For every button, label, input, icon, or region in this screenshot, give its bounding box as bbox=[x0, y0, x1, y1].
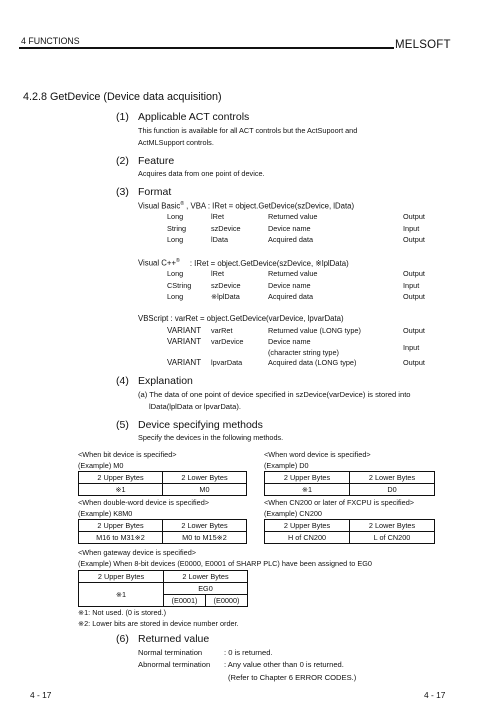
table-cell: ※1 bbox=[79, 484, 163, 496]
table-cell: ※1 bbox=[79, 583, 164, 607]
gateway-table bbox=[78, 570, 248, 607]
vbs-signature: VBScript : varRet = object.GetDevice(varDevice, lpvarData) bbox=[138, 314, 344, 323]
table-cell: D0 bbox=[350, 484, 435, 496]
devices-intro: Specify the devices in the following methods. bbox=[138, 433, 284, 442]
vc-row-dir: Output bbox=[403, 292, 425, 301]
dword-example: (Example) K8M0 bbox=[78, 509, 133, 518]
gateway-example: (Example) When 8-bit devices (E0000, E0001 of SHARP PLC) have been assigned to EG0 bbox=[78, 559, 372, 568]
registered-mark-icon: ® bbox=[180, 201, 185, 207]
dword-table bbox=[78, 519, 247, 544]
vc-row-dir: Input bbox=[403, 281, 420, 290]
table-row bbox=[79, 484, 247, 496]
table-header-cell: 2 Upper Bytes bbox=[265, 520, 350, 532]
error-ref: (Refer to Chapter 6 ERROR CODES.) bbox=[228, 673, 357, 682]
table-cell: (E0000) bbox=[206, 595, 248, 607]
applicable-heading: Applicable ACT controls bbox=[138, 111, 250, 123]
explanation-num: (4) bbox=[116, 375, 129, 387]
vc-row-dir: Output bbox=[403, 269, 425, 278]
table-cell: M0 to M15※2 bbox=[163, 532, 247, 544]
vb-row-name: lRet bbox=[211, 212, 224, 221]
table-cell: L of CN200 bbox=[350, 532, 435, 544]
vbs-row-desc: Returned value (LONG type) bbox=[268, 326, 361, 335]
table-cell: EG0 bbox=[164, 583, 248, 595]
vb-row-dir: Output bbox=[403, 212, 425, 221]
brand-logo: MELSOFT bbox=[395, 39, 451, 51]
table-row bbox=[265, 484, 435, 496]
vb-row-desc: Returned value bbox=[268, 212, 318, 221]
vc-row-name: ※lplData bbox=[211, 292, 240, 301]
chapter-header: 4 FUNCTIONS bbox=[21, 36, 80, 46]
feature-num: (2) bbox=[116, 155, 129, 167]
explanation-text-1: (a) The data of one point of device specified in szDevice(varDevice) is stored into bbox=[138, 390, 411, 399]
table-row bbox=[79, 472, 247, 484]
table-header-cell: 2 Lower Bytes bbox=[350, 520, 435, 532]
vc-row-type: Long bbox=[167, 292, 184, 301]
table-row bbox=[79, 520, 247, 532]
vc-row-desc: Device name bbox=[268, 281, 311, 290]
table-cell: ※1 bbox=[265, 484, 350, 496]
header-rule bbox=[19, 47, 394, 49]
vbs-row-dir: Output bbox=[403, 358, 425, 367]
abnormal-label: Abnormal termination bbox=[138, 660, 211, 669]
vc-signature bbox=[138, 257, 349, 268]
vb-prefix: Visual Basic bbox=[138, 201, 181, 211]
vb-row-type: Long bbox=[167, 212, 184, 221]
abnormal-text: : Any value other than 0 is returned. bbox=[224, 660, 344, 669]
returned-heading: Returned value bbox=[138, 633, 210, 645]
vc-row-desc: Acquired data bbox=[268, 292, 314, 301]
word-table bbox=[264, 471, 435, 496]
normal-label: Normal termination bbox=[138, 648, 203, 657]
vbs-row-name: varDevice bbox=[211, 337, 244, 346]
applicable-num: (1) bbox=[116, 111, 129, 123]
vbs-row-desc: Device name bbox=[268, 337, 311, 346]
vb-row-name: szDevice bbox=[211, 224, 241, 233]
table-header-cell: 2 Lower Bytes bbox=[350, 472, 435, 484]
feature-heading: Feature bbox=[138, 155, 175, 167]
vbs-row-dir: Output bbox=[403, 326, 425, 335]
feature-text: Acquires data from one point of device. bbox=[138, 169, 265, 178]
vbs-row-type: VARIANT bbox=[167, 358, 202, 367]
normal-text: : 0 is returned. bbox=[224, 648, 273, 657]
gateway-title: <When gateway device is specified> bbox=[78, 548, 197, 557]
table-header-cell: 2 Upper Bytes bbox=[79, 571, 164, 583]
cn200-title: <When CN200 or later of FXCPU is specified> bbox=[264, 498, 415, 507]
vb-row-dir: Input bbox=[403, 224, 420, 233]
table-row bbox=[79, 532, 247, 544]
table-cell: (E0001) bbox=[164, 595, 206, 607]
vb-signature bbox=[138, 200, 354, 211]
section-title: 4.2.8 GetDevice (Device data acquisition) bbox=[23, 91, 222, 103]
vbs-row-type: VARIANT bbox=[167, 337, 202, 346]
table-header-cell: 2 Lower Bytes bbox=[163, 472, 247, 484]
bit-table bbox=[78, 471, 247, 496]
table-header-cell: 2 Lower Bytes bbox=[163, 520, 247, 532]
table-cell: M16 to M31※2 bbox=[79, 532, 163, 544]
table-row bbox=[265, 472, 435, 484]
table-header-cell: 2 Upper Bytes bbox=[79, 520, 163, 532]
table-cell: H of CN200 bbox=[265, 532, 350, 544]
vbs-row-dir: Input bbox=[403, 343, 420, 352]
vb-row-desc: Acquired data bbox=[268, 235, 314, 244]
page-number-right: 4 - 17 bbox=[424, 690, 446, 700]
table-row bbox=[265, 532, 435, 544]
vc-row-type: Long bbox=[167, 269, 184, 278]
word-example: (Example) D0 bbox=[264, 461, 309, 470]
vb-row-name: lData bbox=[211, 235, 229, 244]
explanation-heading: Explanation bbox=[138, 375, 193, 387]
vc-row-type: CString bbox=[167, 281, 192, 290]
vb-row-desc: Device name bbox=[268, 224, 311, 233]
vbs-row-desc-2: (character string type) bbox=[268, 348, 339, 357]
bit-example: (Example) M0 bbox=[78, 461, 124, 470]
devices-num: (5) bbox=[116, 419, 129, 431]
applicable-text-2: ActMLSupport controls. bbox=[138, 138, 214, 147]
cn200-example: (Example) CN200 bbox=[264, 509, 322, 518]
vb-row-type: Long bbox=[167, 235, 184, 244]
table-cell: M0 bbox=[163, 484, 247, 496]
devices-heading: Device specifying methods bbox=[138, 419, 263, 431]
table-header-cell: 2 Upper Bytes bbox=[265, 472, 350, 484]
returned-num: (6) bbox=[116, 633, 129, 645]
vb-suffix: , VBA : IRet = object.GetDevice(szDevice, lData) bbox=[184, 201, 355, 211]
table-row bbox=[265, 520, 435, 532]
footnote-2: ※2: Lower bits are stored in device number order. bbox=[78, 619, 239, 628]
format-heading: Format bbox=[138, 186, 172, 198]
vc-row-desc: Returned value bbox=[268, 269, 318, 278]
explanation-text-2: lData(lplData or lpvarData). bbox=[149, 402, 242, 411]
vc-suffix: : IRet = object.GetDevice(szDevice, ※lplData) bbox=[187, 258, 349, 268]
vc-prefix: Visual C++ bbox=[138, 258, 176, 268]
table-row bbox=[79, 571, 248, 583]
word-title: <When word device is specified> bbox=[264, 450, 371, 459]
registered-mark-icon: ® bbox=[176, 258, 180, 264]
vbs-row-name: varRet bbox=[211, 326, 233, 335]
cn200-table bbox=[264, 519, 435, 544]
table-header-cell: 2 Lower Bytes bbox=[164, 571, 248, 583]
dword-title: <When double-word device is specified> bbox=[78, 498, 210, 507]
vbs-row-desc: Acquired data (LONG type) bbox=[268, 358, 357, 367]
applicable-text-1: This function is available for all ACT controls but the ActSupoort and bbox=[138, 126, 358, 135]
vb-row-dir: Output bbox=[403, 235, 425, 244]
vc-row-name: szDevice bbox=[211, 281, 241, 290]
table-header-cell: 2 Upper Bytes bbox=[79, 472, 163, 484]
footnote-1: ※1: Not used. (0 is stored.) bbox=[78, 608, 167, 617]
bit-title: <When bit device is specified> bbox=[78, 450, 177, 459]
vbs-row-name: lpvarData bbox=[211, 358, 243, 367]
vb-row-type: String bbox=[167, 224, 187, 233]
vc-row-name: lRet bbox=[211, 269, 224, 278]
vbs-row-type: VARIANT bbox=[167, 326, 202, 335]
page-number-left: 4 - 17 bbox=[30, 690, 52, 700]
table-row bbox=[79, 583, 248, 595]
format-num: (3) bbox=[116, 186, 129, 198]
